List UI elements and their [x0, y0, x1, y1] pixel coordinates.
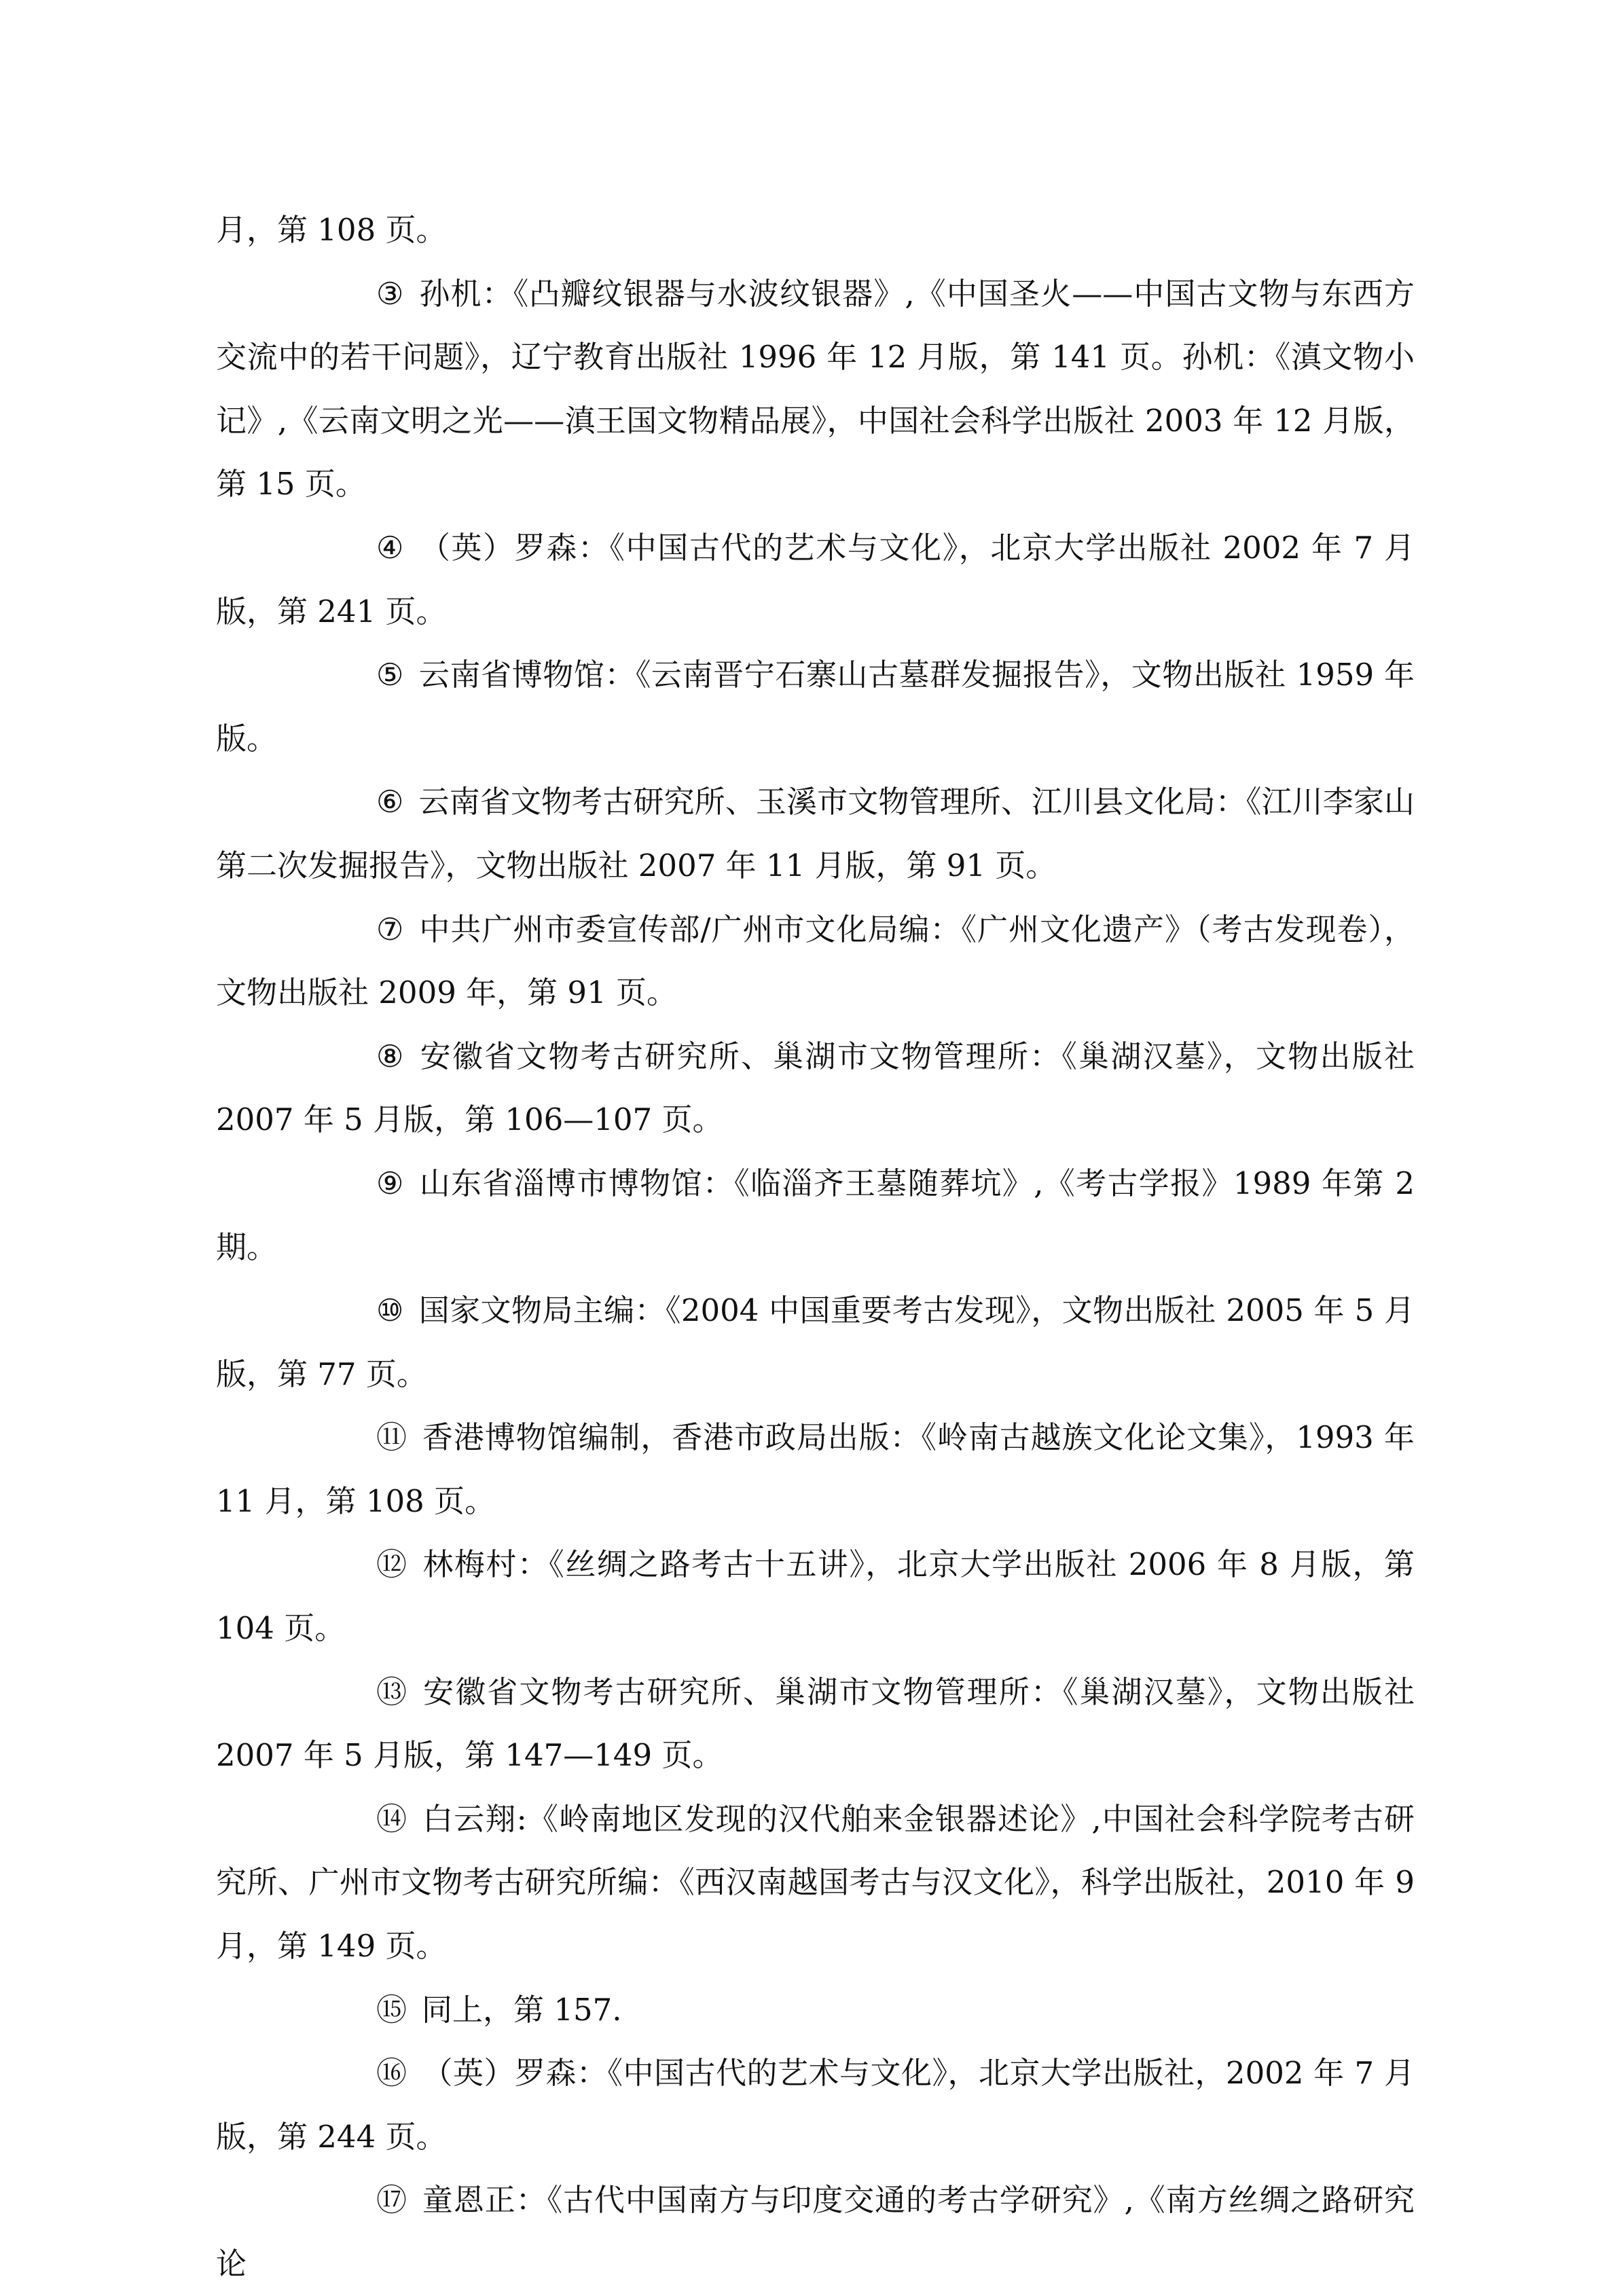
footnote-text: 安徽省文物考古研究所、巢湖市文物管理所：《巢湖汉墓》，文物出版社 2007 年 5 月版，第 106—107 页。 [216, 1038, 1415, 1138]
footnote-16 [216, 2041, 1415, 2168]
footnote-marker: ④ [376, 529, 404, 566]
footnote-marker: ⑨ [376, 1165, 404, 1201]
footnote-text: （英）罗森：《中国古代的艺术与文化》，北京大学出版社，2002 年 7 月版，第 244 页。 [216, 2055, 1415, 2155]
footnotes-page [216, 198, 1415, 2296]
footnote-marker: ⑮ [376, 1991, 407, 2028]
footnote-7 [216, 898, 1415, 1025]
footnote-3 [216, 262, 1415, 516]
footnote-13 [216, 1660, 1415, 1787]
footnote-15 [216, 1978, 1415, 2042]
footnote-marker: ⑪ [376, 1419, 407, 1456]
footnote-text: 白云翔:《岭南地区发现的汉代舶来金银器述论》,中国社会科学院考古研究所、广州市文物考古研究所编：《西汉南越国考古与汉文化》，科学出版社，2010 年 9 月，第 149 页。 [216, 1800, 1415, 1965]
footnote-text: 香港博物馆编制，香港市政局出版：《岭南古越族文化论文集》，1993 年 11 月，第 108 页。 [216, 1419, 1415, 1519]
footnote-marker: ③ [376, 275, 404, 312]
footnote-continuation [216, 198, 1415, 262]
footnote-text: 林梅村：《丝绸之路考古十五讲》，北京大学出版社 2006 年 8 月版，第 104 页。 [216, 1546, 1415, 1647]
footnote-marker: ⑭ [376, 1800, 407, 1837]
footnote-marker: ⑦ [376, 911, 404, 947]
footnote-text: 同上，第 157. [422, 1991, 622, 2028]
footnote-marker: ⑬ [376, 1673, 407, 1710]
footnote-text: 孙机：《凸瓣纹银器与水波纹银器》,《中国圣火——中国古文物与东西方交流中的若干问题》，辽宁教育出版社 1996 年 12 月版，第 141 页。孙机：《滇文物小记》,《云南文明之光——滇王国文物精品展》，中国社会科学出版社 2003 年 12 月版，第 15 页。 [216, 275, 1415, 503]
footnote-10 [216, 1279, 1415, 1406]
footnote-text: 国家文物局主编：《2004 中国重要考古发现》，文物出版社 2005 年 5 月版，第 77 页。 [216, 1292, 1415, 1392]
footnote-text: 童恩正：《古代中国南方与印度交通的考古学研究》,《南方丝绸之路研究论 [216, 2182, 1415, 2282]
footnote-text: 山东省淄博市博物馆：《临淄齐王墓随葬坑》,《考古学报》1989 年第 2 期。 [216, 1165, 1415, 1265]
footnote-11 [216, 1406, 1415, 1533]
footnote-text: 月，第 108 页。 [216, 212, 447, 248]
footnote-marker: ⑤ [376, 657, 404, 693]
footnote-9 [216, 1152, 1415, 1279]
footnote-marker: ⑩ [376, 1292, 404, 1329]
footnote-text: 中共广州市委宣传部/广州市文化局编：《广州文化遗产》（考古发现卷），文物出版社 2009 年，第 91 页。 [216, 911, 1415, 1011]
footnote-marker: ⑫ [376, 1546, 407, 1583]
footnote-text: 云南省博物馆：《云南晋宁石寨山古墓群发掘报告》，文物出版社 1959 年版。 [216, 657, 1415, 757]
footnote-5 [216, 643, 1415, 770]
footnote-marker: ⑰ [376, 2182, 407, 2219]
footnote-8 [216, 1025, 1415, 1152]
footnote-12 [216, 1533, 1415, 1660]
footnote-marker: ⑥ [376, 784, 404, 820]
footnote-text: （英）罗森：《中国古代的艺术与文化》，北京大学出版社 2002 年 7 月版，第 241 页。 [216, 529, 1415, 630]
footnote-marker: ⑯ [376, 2055, 407, 2092]
footnote-4 [216, 516, 1415, 643]
footnote-text: 云南省文物考古研究所、玉溪市文物管理所、江川县文化局：《江川李家山第二次发掘报告》，文物出版社 2007 年 11 月版，第 91 页。 [216, 784, 1415, 883]
footnote-text: 安徽省文物考古研究所、巢湖市文物管理所：《巢湖汉墓》，文物出版社 2007 年 5 月版，第 147—149 页。 [216, 1673, 1415, 1774]
footnote-17 [216, 2168, 1415, 2295]
footnote-marker: ⑧ [376, 1038, 404, 1074]
footnote-14 [216, 1787, 1415, 1978]
footnote-6 [216, 770, 1415, 897]
